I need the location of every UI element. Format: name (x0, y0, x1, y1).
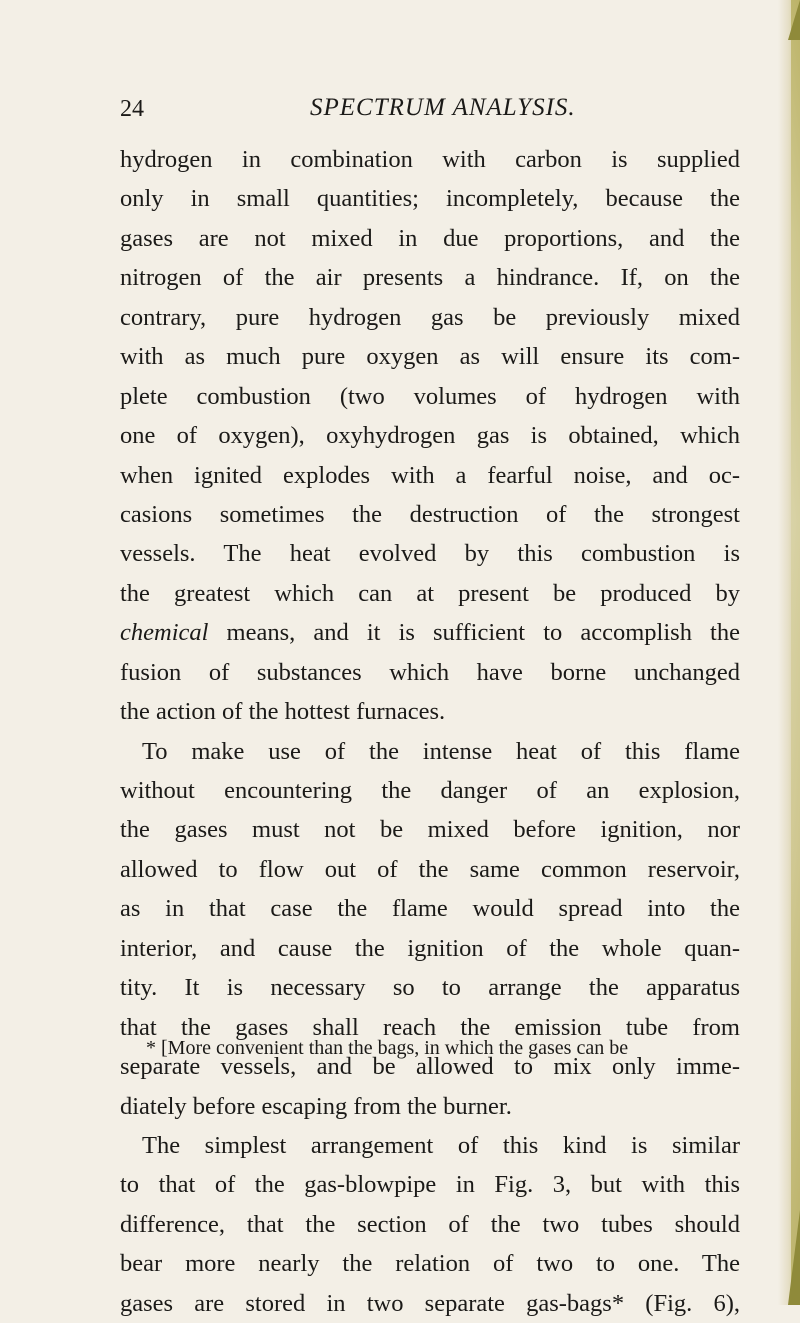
text-line: one of oxygen), oxyhydrogen gas is obtained, which (120, 422, 740, 450)
text-line: contrary, pure hydrogen gas be previously mixed (120, 303, 740, 331)
text-line-rest: means, and it is sufficient to accomplish the (226, 619, 740, 647)
text-line: To make use of the intense heat of this flame (142, 737, 740, 765)
text-line: vessels. The heat evolved by this combustion is (120, 540, 740, 568)
text-line: separate vessels, and be allowed to mix only imme- (120, 1053, 740, 1081)
footnote: * [More convenient than the bags, in which the gases can be (146, 1037, 629, 1059)
text-line: when ignited explodes with a fearful noise, and oc- (120, 461, 740, 489)
text-line: difference, that the section of the two tubes should (120, 1210, 740, 1238)
text-line: only in small quantities; incompletely, because the (120, 185, 740, 213)
text-line: casions sometimes the destruction of the strongest (120, 500, 740, 528)
text-line: gases are stored in two separate gas-bags* (Fig. 6), (120, 1289, 740, 1317)
running-head-title: SPECTRUM ANALYSIS. (310, 94, 576, 121)
text-line: The simplest arrangement of this kind is similar (142, 1131, 740, 1159)
text-line: hydrogen in combination with carbon is supplied (120, 146, 740, 173)
page-number: 24 (120, 96, 144, 122)
text-line: tity. It is necessary so to arrange the apparatus (120, 974, 740, 1002)
text-line: nitrogen of the air presents a hindrance. If, on the (120, 264, 740, 292)
text-line: bear more nearly the relation of two to one. The (120, 1250, 740, 1278)
text-line: to that of the gas-blowpipe in Fig. 3, but with this (120, 1171, 740, 1199)
text-line: without encountering the danger of an explosion, (120, 777, 740, 804)
text-line: that the gases shall reach the emission tube from (120, 1013, 740, 1041)
text-line: interior, and cause the ignition of the whole quan- (120, 934, 740, 962)
text-line: allowed to flow out of the same common reservoir, (120, 855, 740, 883)
text-line: as in that case the flame would spread into the (120, 895, 740, 923)
text-line: diately before escaping from the burner. (120, 1092, 512, 1120)
text-line: gases are not mixed in due proportions, and the (120, 224, 740, 252)
page-edge-band (791, 0, 800, 1305)
body-text (120, 140, 740, 1323)
text-line-with-italic (120, 613, 740, 652)
italic-word: chemical (120, 619, 209, 647)
text-line: the greatest which can at present be produced by (120, 579, 740, 607)
running-head (120, 92, 740, 128)
text-line: plete combustion (two volumes of hydrogen with (120, 382, 740, 410)
text-line: with as much pure oxygen as will ensure its com- (120, 343, 740, 371)
text-line: the action of the hottest furnaces. (120, 698, 446, 726)
text-line: fusion of substances which have borne unchanged (120, 658, 740, 686)
text-line: the gases must not be mixed before ignition, nor (120, 816, 740, 844)
